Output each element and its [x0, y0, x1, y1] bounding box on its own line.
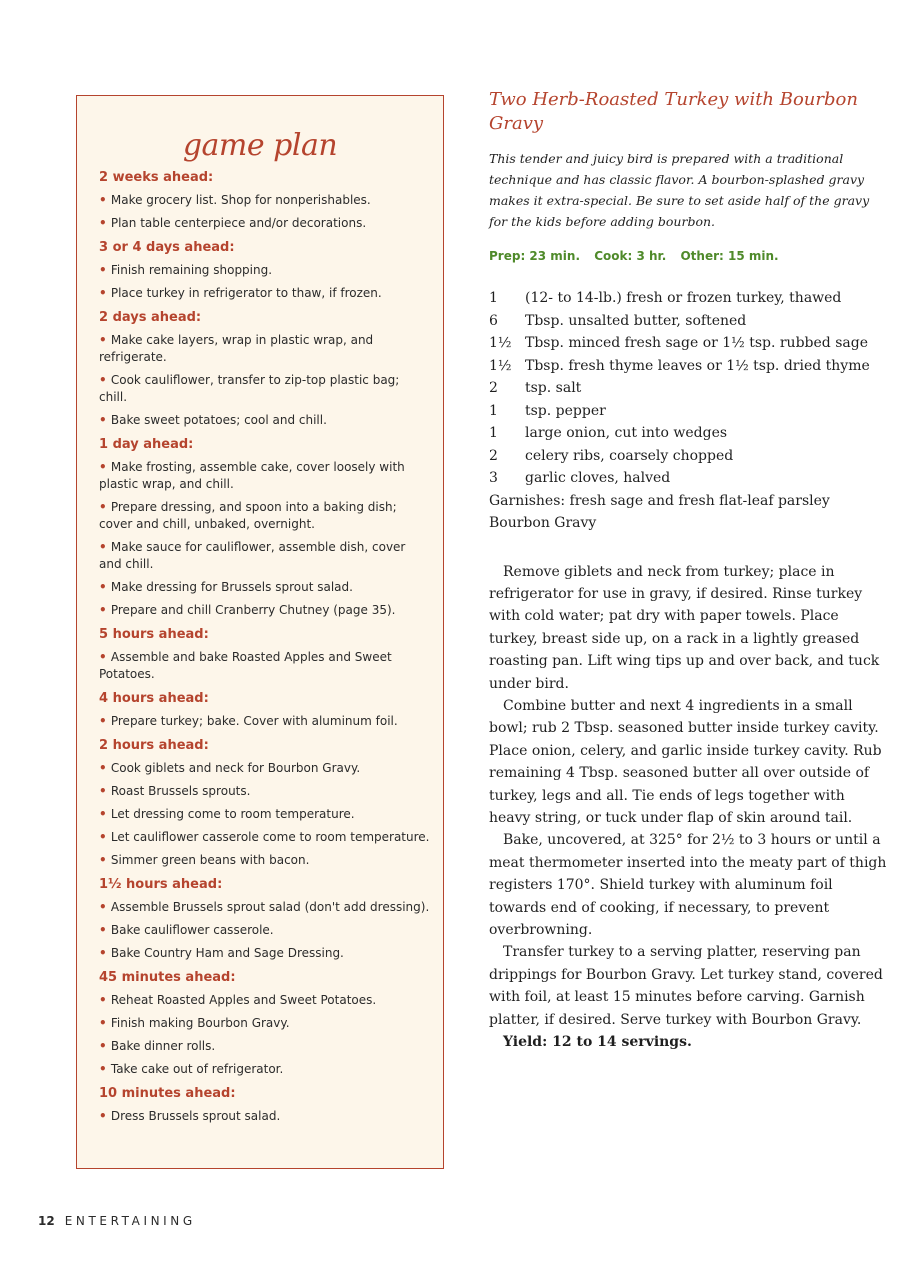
cook-time: Cook: 3 hr. [594, 249, 667, 263]
plan-item [99, 852, 431, 869]
ingredient-text: celery ribs, coarsely chopped [525, 447, 734, 464]
direction-paragraph: Remove giblets and neck from turkey; place in refrigerator for use in gravy, if desired. Rinse turkey with cold water; pat dry with paper towels. Place turkey, breast side up, on a rack in a lightly greased roasting pan. Lift wing tips up and over back, and tuck under bird. [489, 563, 880, 692]
ingredient-row [489, 422, 889, 445]
plan-section [99, 437, 431, 619]
plan-section-heading: 1½ hours ahead: [99, 877, 223, 892]
plan-item-text: Prepare dressing, and spoon into a baking dish; cover and chill, unbaked, overnight. [99, 500, 397, 531]
plan-item-text: Bake dinner rolls. [110, 1039, 216, 1053]
plan-item [99, 806, 431, 823]
section-name: ENTERTAINING [64, 1214, 196, 1228]
ingredient-row [489, 332, 889, 355]
plan-item [99, 649, 431, 683]
ingredient-extra-line: Bourbon Gravy [489, 515, 597, 531]
plan-item [99, 602, 431, 619]
plan-item-text: Make dressing for Brussels sprout salad. [110, 580, 353, 594]
plan-item-text: Make grocery list. Shop for nonperishables. [110, 193, 371, 207]
plan-item-text: Simmer green beans with bacon. [110, 853, 310, 867]
plan-item-text: Place turkey in refrigerator to thaw, if frozen. [110, 286, 382, 300]
ingredient-text: large onion, cut into wedges [525, 425, 728, 441]
plan-section-heading: 1 day ahead: [99, 437, 194, 452]
direction-paragraph: Combine butter and next 4 ingredients in a small bowl; rub 2 Tbsp. seasoned butter inside turkey cavity. Place onion, celery, and garlic inside turkey cavity. Rub remaining 4 Tbsp. seasoned butter all over outside of turkey, legs and all. Tie ends of legs together with heavy string, or tuck under flap of skin around tail. [489, 697, 882, 826]
plan-item [99, 285, 431, 302]
plan-item-text: Roast Brussels sprouts. [110, 784, 251, 798]
prep-time: Prep: 23 min. [489, 249, 581, 263]
recipe-title: Two Herb-Roasted Turkey with Bourbon Gravy [489, 89, 858, 134]
page-footer [38, 1214, 196, 1228]
plan-item-text: Reheat Roasted Apples and Sweet Potatoes. [110, 993, 377, 1007]
plan-item [99, 215, 431, 232]
bullet-icon: • [99, 900, 111, 914]
plan-section [99, 1086, 431, 1125]
ingredient-list [489, 287, 889, 535]
bullet-icon: • [99, 853, 111, 867]
bullet-icon: • [99, 1109, 111, 1123]
ingredient-quantity: 1½ [489, 357, 512, 374]
bullet-icon: • [99, 714, 111, 728]
bullet-icon: • [99, 946, 111, 960]
plan-item [99, 372, 431, 406]
plan-section-heading: 2 weeks ahead: [99, 170, 214, 185]
plan-item [99, 760, 431, 777]
plan-item-text: Bake cauliflower casserole. [110, 923, 274, 937]
plan-section [99, 970, 431, 1078]
recipe-yield: Yield: 12 to 14 servings. [503, 1034, 692, 1051]
bullet-icon: • [99, 603, 111, 617]
ingredient-quantity: 1 [489, 402, 498, 419]
bullet-icon: • [99, 263, 111, 277]
game-plan-sections [99, 170, 431, 1133]
bullet-icon: • [99, 1016, 111, 1030]
plan-item [99, 1015, 431, 1032]
plan-item [99, 539, 431, 573]
plan-item-text: Plan table centerpiece and/or decorations. [110, 216, 367, 230]
recipe-column [489, 88, 889, 1053]
plan-item [99, 992, 431, 1009]
bullet-icon: • [99, 286, 111, 300]
ingredient-row [489, 310, 889, 333]
plan-section [99, 240, 431, 302]
plan-item [99, 412, 431, 429]
plan-item-text: Take cake out of refrigerator. [110, 1062, 284, 1076]
ingredient-row [489, 355, 889, 378]
recipe-intro: This tender and juicy bird is prepared with a traditional technique and has classic flavor. A bourbon-splashed gravy makes it extra-special. Be sure to set aside half of the gravy for the kids before adding bourbon. [489, 151, 870, 229]
ingredient-quantity: 3 [489, 470, 498, 486]
ingredient-extra-line: Garnishes: fresh sage and fresh flat-leaf parsley [489, 492, 830, 509]
bullet-icon: • [99, 1039, 111, 1053]
direction-paragraph: Bake, uncovered, at 325° for 2½ to 3 hours or until a meat thermometer inserted into the meaty part of thigh registers 170°. Shield turkey with aluminum foil towards end of cooking, if necessary, to prevent overbrowning. [489, 832, 887, 938]
directions [489, 561, 889, 1054]
bullet-icon: • [99, 413, 111, 427]
ingredient-row [489, 400, 889, 423]
ingredient-row [489, 445, 889, 468]
other-time: Other: 15 min. [680, 249, 779, 263]
plan-section [99, 310, 431, 429]
bullet-icon: • [99, 580, 111, 594]
plan-section [99, 738, 431, 869]
bullet-icon: • [99, 373, 111, 387]
ingredient-text: tsp. salt [525, 380, 582, 396]
plan-item-text: Dress Brussels sprout salad. [110, 1109, 281, 1123]
plan-item-text: Let cauliflower casserole come to room temperature. [110, 830, 430, 844]
bullet-icon: • [99, 923, 111, 937]
bullet-icon: • [99, 761, 111, 775]
plan-item [99, 262, 431, 279]
plan-section [99, 170, 431, 232]
plan-item-text: Prepare turkey; bake. Cover with aluminum foil. [110, 714, 398, 728]
ingredient-text: garlic cloves, halved [525, 470, 671, 486]
plan-section-heading: 45 minutes ahead: [99, 970, 236, 985]
plan-section-heading: 5 hours ahead: [99, 627, 209, 642]
ingredient-row [489, 377, 889, 400]
plan-item [99, 1108, 431, 1125]
plan-item [99, 1038, 431, 1055]
plan-section [99, 877, 431, 962]
plan-item-text: Cook giblets and neck for Bourbon Gravy. [110, 761, 361, 775]
ingredient-quantity: 1 [489, 425, 498, 441]
bullet-icon: • [99, 500, 111, 514]
ingredient-quantity: 1½ [489, 335, 512, 351]
plan-section [99, 691, 431, 730]
plan-item [99, 499, 431, 533]
plan-item-text: Assemble and bake Roasted Apples and Sweet Potatoes. [99, 650, 392, 681]
plan-section-heading: 3 or 4 days ahead: [99, 240, 235, 255]
direction-paragraph: Transfer turkey to a serving platter, reserving pan drippings for Bourbon Gravy. Let turkey stand, covered with foil, at least 15 minutes before carving. Garnish platter, if desired. Serve turkey with Bourbon Gravy. [489, 944, 883, 1028]
ingredient-quantity: 2 [489, 447, 498, 464]
plan-item-text: Prepare and chill Cranberry Chutney (page 35). [110, 603, 396, 617]
plan-item-text: Make sauce for cauliflower, assemble dish, cover and chill. [99, 540, 406, 571]
recipe-timing [489, 249, 889, 263]
bullet-icon: • [99, 540, 111, 554]
plan-item-text: Assemble Brussels sprout salad (don't add dressing). [110, 900, 430, 914]
game-plan-box [76, 95, 444, 1169]
plan-section-heading: 2 days ahead: [99, 310, 202, 325]
bullet-icon: • [99, 216, 111, 230]
plan-section-heading: 4 hours ahead: [99, 691, 209, 706]
plan-item [99, 459, 431, 493]
bullet-icon: • [99, 193, 111, 207]
plan-section [99, 627, 431, 683]
plan-item-text: Bake Country Ham and Sage Dressing. [110, 946, 344, 960]
plan-item [99, 922, 431, 939]
ingredient-row [489, 467, 889, 490]
plan-item-text: Let dressing come to room temperature. [110, 807, 355, 821]
ingredient-text: (12- to 14-lb.) fresh or frozen turkey, thawed [525, 290, 842, 306]
ingredient-quantity: 2 [489, 380, 498, 396]
ingredient-text: Tbsp. fresh thyme leaves or 1½ tsp. dried thyme [525, 357, 870, 374]
plan-item [99, 829, 431, 846]
plan-item [99, 945, 431, 962]
plan-item [99, 332, 431, 366]
plan-section-heading: 10 minutes ahead: [99, 1086, 236, 1101]
game-plan-title: game plan [182, 128, 338, 163]
bullet-icon: • [99, 650, 111, 664]
bullet-icon: • [99, 830, 111, 844]
plan-item-text: Finish making Bourbon Gravy. [110, 1016, 290, 1030]
plan-item [99, 579, 431, 596]
ingredient-quantity: 1 [489, 290, 498, 306]
bullet-icon: • [99, 784, 111, 798]
plan-item [99, 783, 431, 800]
ingredient-quantity: 6 [489, 312, 498, 329]
plan-item-text: Finish remaining shopping. [110, 263, 273, 277]
ingredient-text: Tbsp. minced fresh sage or 1½ tsp. rubbed sage [525, 335, 868, 351]
plan-item-text: Make cake layers, wrap in plastic wrap, and refrigerate. [99, 333, 374, 364]
plan-item [99, 713, 431, 730]
bullet-icon: • [99, 460, 111, 474]
ingredient-text: Tbsp. unsalted butter, softened [525, 312, 747, 329]
bullet-icon: • [99, 993, 111, 1007]
ingredient-row [489, 287, 889, 310]
bullet-icon: • [99, 1062, 111, 1076]
page-number: 12 [38, 1214, 55, 1228]
plan-item [99, 899, 431, 916]
plan-item [99, 192, 431, 209]
ingredient-text: tsp. pepper [525, 402, 606, 419]
plan-item-text: Make frosting, assemble cake, cover loosely with plastic wrap, and chill. [99, 460, 405, 491]
plan-section-heading: 2 hours ahead: [99, 738, 209, 753]
plan-item [99, 1061, 431, 1078]
plan-item-text: Bake sweet potatoes; cool and chill. [110, 413, 327, 427]
bullet-icon: • [99, 333, 111, 347]
plan-item-text: Cook cauliflower, transfer to zip-top plastic bag; chill. [99, 373, 400, 404]
bullet-icon: • [99, 807, 111, 821]
